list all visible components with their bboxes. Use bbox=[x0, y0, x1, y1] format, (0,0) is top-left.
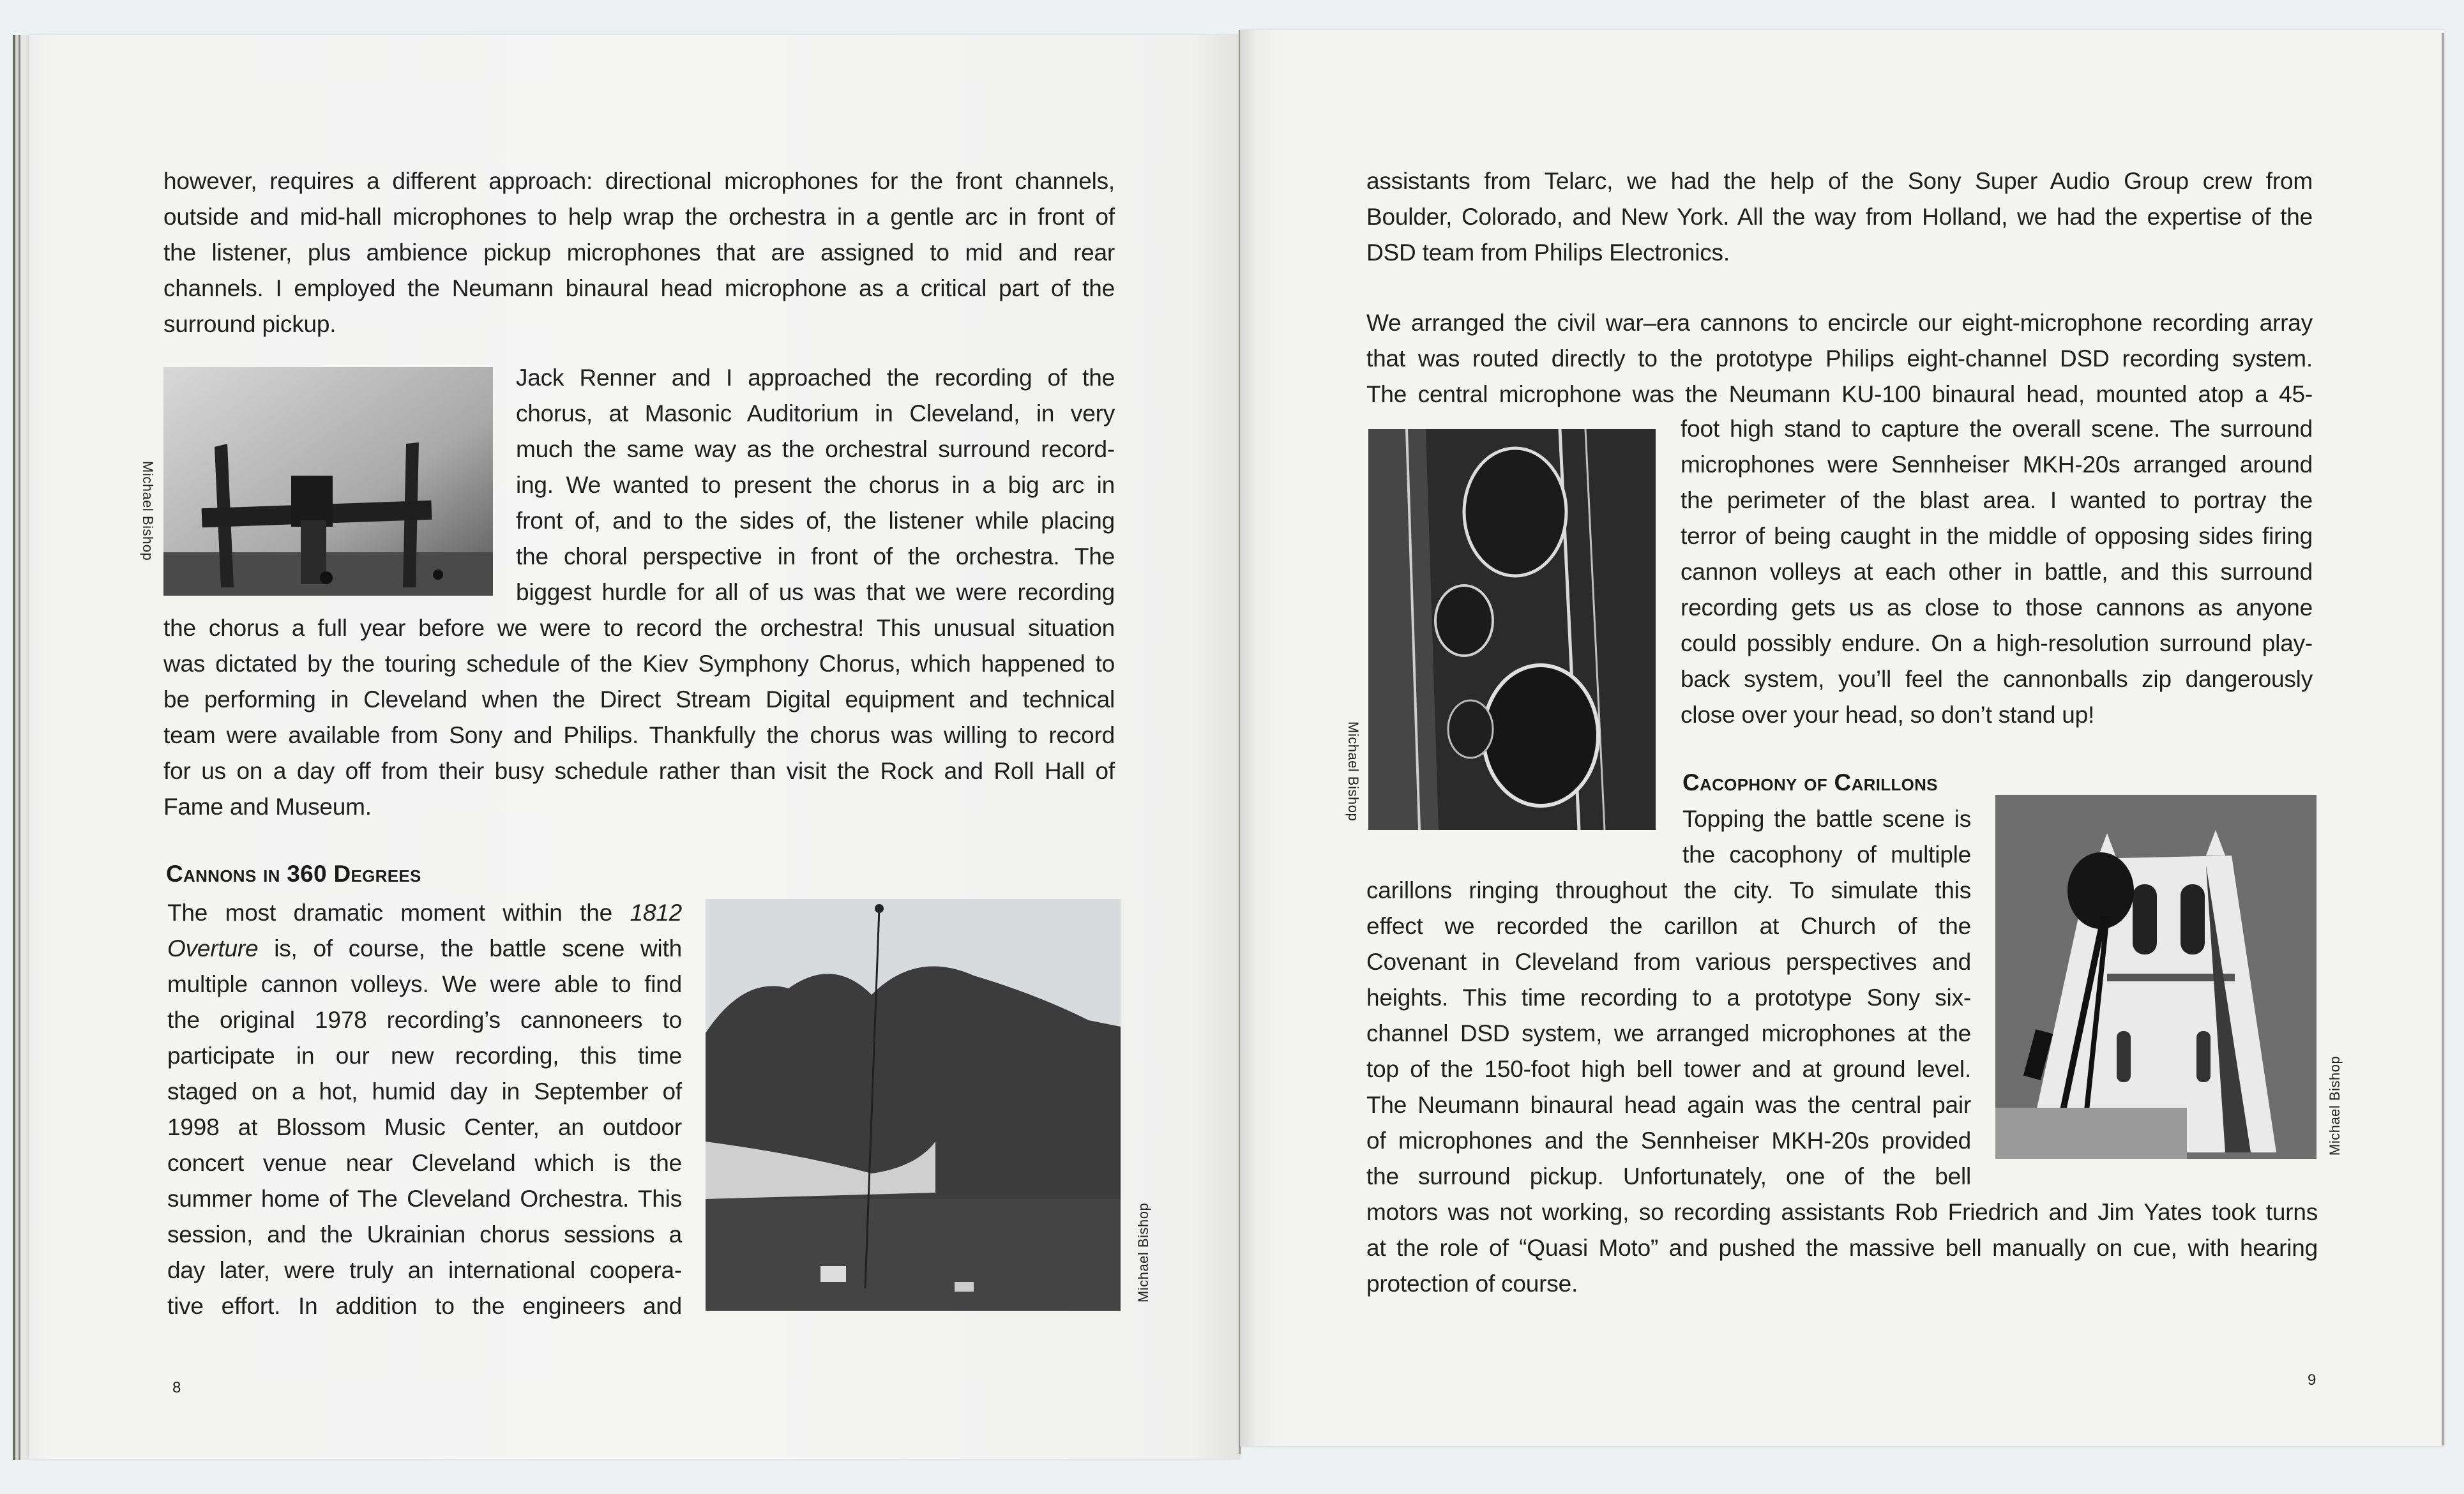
chorus-paragraph-continued bbox=[163, 610, 1115, 825]
tower-image bbox=[1995, 795, 2317, 1159]
text-line: much the same way as the orchestral surround record- bbox=[516, 436, 1115, 462]
text-line: ing. We wanted to present the chorus in a big arc in bbox=[516, 472, 1115, 498]
text-line: terror of being caught in the middle of opposing sides firing bbox=[1681, 523, 2313, 549]
field-image bbox=[706, 899, 1121, 1311]
text-line: cannon volleys at each other in battle, and this surround bbox=[1681, 559, 2313, 585]
text-line: however, requires a different approach: directional microphones for the front channels, bbox=[163, 168, 1115, 194]
photo-credit: Michael Bishop bbox=[2327, 1055, 2343, 1156]
text-line: the choral perspective in front of the orchestra. The bbox=[516, 543, 1115, 570]
text-line: summer home of The Cleveland Orchestra. This bbox=[167, 1186, 682, 1212]
page-number-left: 8 bbox=[172, 1379, 181, 1396]
text-line: close over your head, so don’t stand up! bbox=[1681, 702, 2095, 728]
booklet-spine-edge bbox=[13, 35, 29, 1460]
text-line: for us on a day off from their busy schedule rather than visit the Rock and Roll Hall of bbox=[163, 758, 1115, 784]
text-line: We arranged the civil war–era cannons to encircle our eight-microphone recording array bbox=[1366, 310, 2313, 336]
text-line: biggest hurdle for all of us was that we were recording bbox=[516, 579, 1115, 605]
text-line: team were available from Sony and Philips. Thankfully the chorus was willing to record bbox=[163, 722, 1115, 748]
text-line: heights. This time recording to a prototype Sony six- bbox=[1366, 985, 1971, 1011]
text-line: carillons ringing throughout the city. To simulate this bbox=[1366, 877, 1971, 903]
text-line: Fame and Museum. bbox=[163, 794, 372, 820]
photo-church-bell-tower bbox=[1995, 795, 2317, 1159]
italic-title: 1812 bbox=[630, 900, 682, 926]
text-line: multiple cannon volleys. We were able to find bbox=[167, 971, 682, 997]
text-line: tive effort. In addition to the engineers and bbox=[167, 1293, 682, 1319]
section-heading-cannons: Cannons in 360 Degrees bbox=[166, 861, 421, 887]
photo-cannon-smoke-field bbox=[706, 899, 1121, 1311]
photo-carillon-bells bbox=[1368, 429, 1656, 830]
text-line: DSD team from Philips Electronics. bbox=[1366, 239, 1730, 266]
cannon-image bbox=[163, 367, 493, 596]
text-line: top of the 150-foot high bell tower and at ground level. bbox=[1366, 1056, 1971, 1082]
text-line: at the role of “Quasi Moto” and pushed the massive bell manually on cue, with hearing bbox=[1366, 1235, 2318, 1261]
text-line: foot high stand to capture the overall scene. The surround bbox=[1681, 416, 2313, 442]
text-line: motors was not working, so recording assistants Rob Friedrich and Jim Yates took turns bbox=[1366, 1199, 2318, 1225]
text-line: Overture is, of course, the battle scene with bbox=[167, 935, 682, 962]
carillons-paragraph-narrow bbox=[1682, 801, 1971, 873]
text-line: Covenant in Cleveland from various perspectives and bbox=[1366, 949, 1971, 975]
text-line: channels. I employed the Neumann binaural head microphone as a critical part of the bbox=[163, 275, 1115, 301]
bells-image bbox=[1368, 429, 1656, 830]
text-line: back system, you’ll feel the cannonballs zip dangerously bbox=[1681, 666, 2313, 692]
continuation-paragraph bbox=[1366, 163, 2313, 271]
text-line: The most dramatic moment within the 1812 bbox=[167, 900, 682, 926]
text-line: The Neumann binaural head again was the central pair bbox=[1366, 1092, 1971, 1118]
text-line: Jack Renner and I approached the recording of the bbox=[516, 365, 1115, 391]
text-line: day later, were truly an international coopera- bbox=[167, 1257, 682, 1283]
italic-title: Overture bbox=[167, 935, 259, 962]
text-line: Boulder, Colorado, and New York. All the way from Holland, we had the expertise of the bbox=[1366, 204, 2313, 230]
text-line: chorus, at Masonic Auditorium in Cleveland, in very bbox=[516, 400, 1115, 426]
text-line: was dictated by the touring schedule of the Kiev Symphony Chorus, which happened to bbox=[163, 651, 1115, 677]
page-number-right: 9 bbox=[2308, 1371, 2317, 1389]
text-line: be performing in Cleveland when the Direct Stream Digital equipment and technical bbox=[163, 686, 1115, 713]
text-line: the perimeter of the blast area. I wanted to portray the bbox=[1681, 487, 2313, 513]
text-line: outside and mid-hall microphones to help wrap the orchestra in a gentle arc in front of bbox=[163, 204, 1115, 230]
text-line: that was routed directly to the prototype Philips eight-channel DSD recording system. bbox=[1366, 345, 2313, 372]
carillons-paragraph-full bbox=[1366, 1195, 2318, 1302]
text-line: session, and the Ukrainian chorus sessions a bbox=[167, 1221, 682, 1248]
array-paragraph bbox=[1366, 305, 2313, 412]
text-line: The central microphone was the Neumann KU-100 binaural head, mounted atop a 45- bbox=[1366, 381, 2313, 407]
section-heading-carillons: Cacophony of Carillons bbox=[1682, 769, 1938, 796]
text-line: recording gets us as close to those cannons as anyone bbox=[1681, 594, 2313, 621]
array-paragraph-wrapped bbox=[1681, 411, 2313, 733]
intro-paragraph bbox=[163, 163, 1115, 342]
photo-cannon-binaural bbox=[163, 367, 493, 596]
text-line: front of, and to the sides of, the listener while placing bbox=[516, 508, 1115, 534]
text-line: the listener, plus ambience pickup microphones that are assigned to mid and rear bbox=[163, 239, 1115, 266]
chorus-paragraph-wrapped bbox=[516, 360, 1115, 610]
photo-credit: Michael Bishop bbox=[140, 461, 156, 561]
text-line: participate in our new recording, this time bbox=[167, 1043, 682, 1069]
photo-credit: Michael Bishop bbox=[1135, 1202, 1151, 1302]
text-line: staged on a hot, humid day in September of bbox=[167, 1078, 682, 1105]
text-line: the surround pickup. Unfortunately, one of the bell bbox=[1366, 1163, 1971, 1189]
text-line: the original 1978 recording’s cannoneers to bbox=[167, 1007, 682, 1033]
text-line: could possibly endure. On a high-resolution surround play- bbox=[1681, 630, 2313, 656]
photo-credit: Michael Bishop bbox=[1345, 721, 1361, 822]
text-line: assistants from Telarc, we had the help of the Sony Super Audio Group crew from bbox=[1366, 168, 2313, 194]
cannons-paragraph bbox=[167, 895, 682, 1324]
text-line: protection of course. bbox=[1366, 1271, 1578, 1297]
text-line: Topping the battle scene is bbox=[1682, 806, 1971, 832]
carillons-paragraph-mid bbox=[1366, 873, 1971, 1195]
right-page-edge bbox=[2442, 33, 2444, 1445]
text-line: surround pickup. bbox=[163, 311, 336, 337]
text-line: microphones were Sennheiser MKH-20s arranged around bbox=[1681, 451, 2313, 478]
text-line: of microphones and the Sennheiser MKH-20s provided bbox=[1366, 1128, 1971, 1154]
text-line: the chorus a full year before we were to record the orchestra! This unusual situation bbox=[163, 615, 1115, 641]
text-line: channel DSD system, we arranged microphones at the bbox=[1366, 1020, 1971, 1046]
text-line: 1998 at Blossom Music Center, an outdoor bbox=[167, 1114, 682, 1140]
text-line: the cacophony of multiple bbox=[1682, 841, 1971, 868]
text-line: concert venue near Cleveland which is the bbox=[167, 1150, 682, 1176]
text-line: effect we recorded the carillon at Church of the bbox=[1366, 913, 1971, 939]
